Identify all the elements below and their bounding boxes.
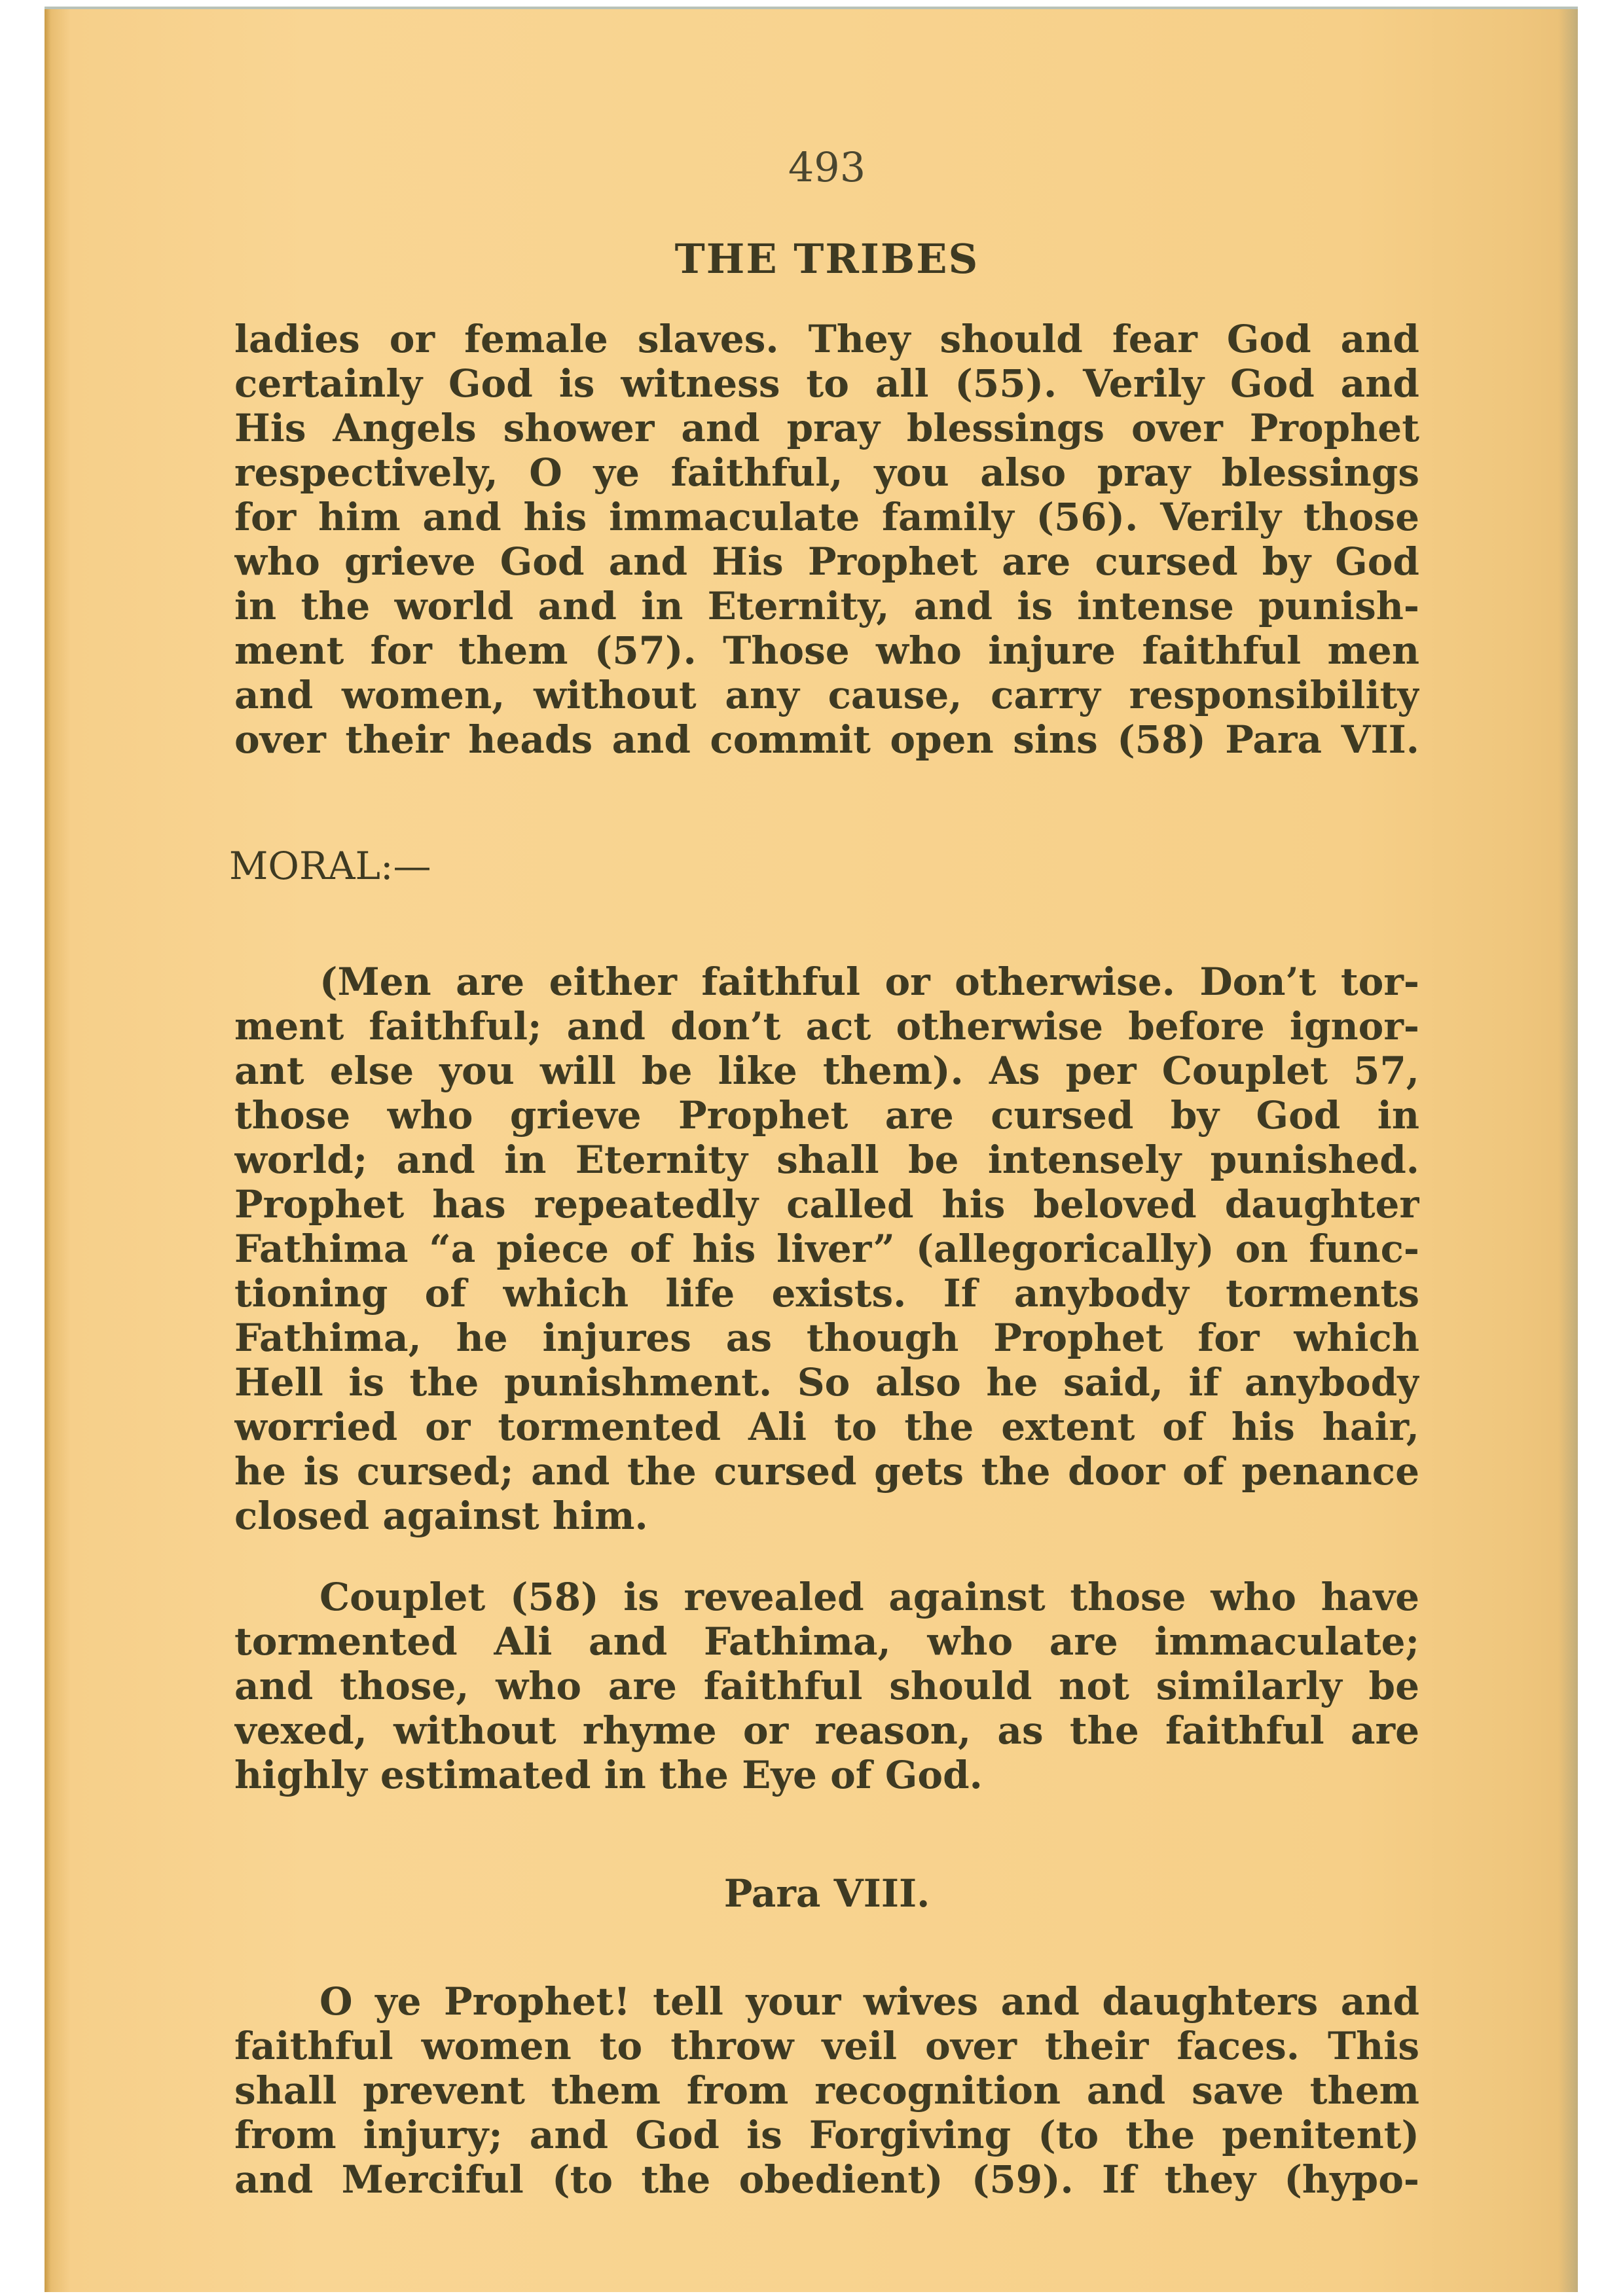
line: respectively, O ye faithful, you also pray blessings bbox=[234, 450, 1419, 495]
line: shall prevent them from recognition and save them bbox=[234, 2068, 1419, 2113]
line: for him and his immaculate family (56). Verily those bbox=[234, 495, 1419, 539]
line: and women, without any cause, carry responsibility bbox=[234, 673, 1419, 717]
line: His Angels shower and pray blessings over Prophet bbox=[234, 406, 1419, 450]
line: Couplet (58) is revealed against those who have bbox=[319, 1575, 1419, 1619]
running-head: THE TRIBES bbox=[674, 235, 979, 283]
line: Prophet has repeatedly called his beloved daughter bbox=[234, 1182, 1419, 1227]
line: over their heads and commit open sins (58) Para VII. bbox=[234, 717, 1419, 762]
para-viii-heading: Para VIII. bbox=[723, 1871, 930, 1916]
paragraph-3 bbox=[234, 1575, 1419, 1797]
line: ment faithful; and don’t act otherwise before ignor- bbox=[234, 1004, 1419, 1049]
paragraph-2 bbox=[234, 960, 1419, 1538]
page-number: 493 bbox=[788, 143, 866, 191]
line: tioning of which life exists. If anybody torments bbox=[234, 1271, 1419, 1316]
line: ant else you will be like them). As per Couplet 57, bbox=[234, 1049, 1419, 1093]
line: faithful women to throw veil over their faces. This bbox=[234, 2024, 1419, 2068]
line: (Men are either faithful or otherwise. Don’t tor- bbox=[319, 960, 1419, 1004]
line: world; and in Eternity shall be intensely punished. bbox=[234, 1138, 1419, 1182]
line: Hell is the punishment. So also he said, if anybody bbox=[234, 1360, 1419, 1405]
line: worried or tormented Ali to the extent of his hair, bbox=[234, 1405, 1419, 1449]
line: ladies or female slaves. They should fear God and bbox=[234, 317, 1419, 361]
book-page bbox=[45, 7, 1578, 2292]
paragraph-1 bbox=[234, 317, 1419, 762]
paragraph-4 bbox=[234, 1979, 1419, 2202]
line: he is cursed; and the cursed gets the door of penance bbox=[234, 1449, 1419, 1494]
line: highly estimated in the Eye of God. bbox=[234, 1753, 983, 1797]
line: in the world and in Eternity, and is intense punish- bbox=[234, 584, 1419, 628]
line: closed against him. bbox=[234, 1494, 648, 1538]
line: Fathima “a piece of his liver” (allegorically) on func- bbox=[234, 1227, 1419, 1271]
line: and those, who are faithful should not similarly be bbox=[234, 1664, 1419, 1708]
line: tormented Ali and Fathima, who are immaculate; bbox=[234, 1619, 1419, 1664]
line: who grieve God and His Prophet are cursed by God bbox=[234, 539, 1419, 584]
line: certainly God is witness to all (55). Verily God and bbox=[234, 361, 1419, 406]
line: and Merciful (to the obedient) (59). If they (hypo- bbox=[234, 2157, 1419, 2202]
line: ment for them (57). Those who injure faithful men bbox=[234, 628, 1419, 673]
line: from injury; and God is Forgiving (to the penitent) bbox=[234, 2113, 1419, 2157]
line: Fathima, he injures as though Prophet for which bbox=[234, 1316, 1419, 1360]
line: vexed, without rhyme or reason, as the faithful are bbox=[234, 1708, 1419, 1753]
line: those who grieve Prophet are cursed by God in bbox=[234, 1093, 1419, 1138]
line: O ye Prophet! tell your wives and daughters and bbox=[319, 1979, 1419, 2024]
moral-heading: MORAL:— bbox=[229, 844, 431, 888]
